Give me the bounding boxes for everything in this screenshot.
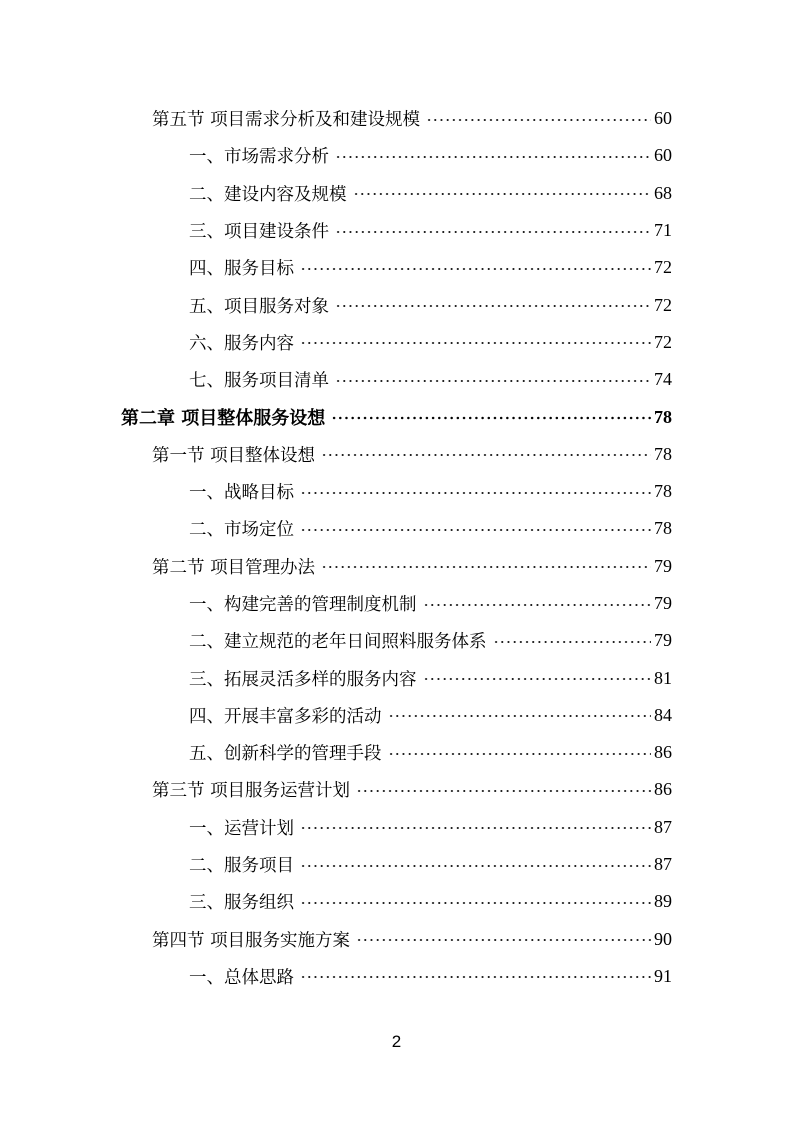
toc-entry-title: 一、战略目标 [189, 483, 294, 504]
toc-entry[interactable] [0, 548, 793, 585]
toc-entry-title: 一、总体思路 [189, 967, 294, 988]
toc-entry-page: 72 [654, 294, 672, 315]
dot-leader [300, 267, 651, 271]
toc-entry-title: 第一节 项目整体设想 [152, 445, 316, 466]
toc-entry-title: 一、市场需求分析 [189, 147, 329, 168]
toc-entry[interactable] [0, 324, 793, 361]
toc-entry-title: 第二章 项目整体服务设想 [121, 408, 326, 430]
toc-entry[interactable] [0, 510, 793, 547]
toc-entry-page: 79 [654, 630, 672, 651]
toc-entry[interactable] [0, 659, 793, 696]
toc-entry[interactable] [0, 100, 793, 137]
toc-entry-page: 60 [654, 108, 672, 129]
toc-entry-page: 81 [654, 667, 672, 688]
toc-entry[interactable] [0, 809, 793, 846]
dot-leader [321, 453, 651, 457]
dot-leader [331, 416, 651, 420]
toc-entry-page: 89 [654, 891, 672, 912]
dot-leader [423, 677, 652, 681]
toc-entry-page: 71 [654, 220, 672, 241]
toc-entry-title: 二、建立规范的老年日间照料服务体系 [189, 632, 487, 653]
dot-leader [300, 826, 651, 830]
toc-entry-title: 一、构建完善的管理制度机制 [189, 595, 417, 615]
page-number: 2 [391, 1032, 402, 1051]
dot-leader [335, 230, 651, 234]
dot-leader [335, 155, 651, 159]
toc-entry-page: 87 [654, 816, 672, 837]
toc-entry-title: 四、开展丰富多彩的活动 [189, 706, 382, 727]
toc-entry-page: 78 [654, 518, 672, 539]
toc-entry-page: 91 [654, 965, 672, 986]
toc-entry-page: 78 [654, 481, 672, 502]
dot-leader [388, 714, 652, 718]
toc-entry[interactable] [0, 958, 793, 995]
dot-leader [426, 118, 651, 122]
dot-leader [300, 528, 651, 532]
toc-entry-title: 二、建设内容及规模 [189, 184, 347, 205]
toc-entry[interactable] [0, 585, 793, 622]
toc-entry[interactable] [0, 212, 793, 249]
toc-entry-page: 86 [654, 779, 672, 800]
toc-entry[interactable] [0, 697, 793, 734]
toc-entry[interactable] [0, 436, 793, 473]
dot-leader [300, 341, 651, 345]
dot-leader [423, 603, 652, 607]
toc-entry[interactable] [0, 771, 793, 808]
toc-entry-page: 72 [654, 257, 672, 278]
toc-entry[interactable] [0, 622, 793, 659]
toc-entry-page: 79 [654, 555, 672, 576]
dot-leader [353, 192, 652, 196]
toc-entry[interactable] [0, 175, 793, 212]
toc-entry-title: 第四节 项目服务实施方案 [152, 930, 351, 951]
toc-entry-page: 84 [654, 704, 672, 725]
dot-leader [300, 975, 651, 979]
dot-leader [356, 938, 651, 942]
toc-entry-title: 第五节 项目需求分析及和建设规模 [152, 110, 421, 131]
dot-leader [300, 901, 651, 905]
toc-entry-title: 七、服务项目清单 [189, 371, 329, 392]
dot-leader [321, 565, 651, 569]
toc-entry-title: 二、服务项目 [189, 856, 294, 877]
dot-leader [300, 491, 651, 495]
toc-entry-title: 一、运营计划 [189, 818, 294, 839]
toc-entry-page: 79 [654, 593, 672, 613]
toc-entry[interactable] [0, 286, 793, 323]
toc-entry-page: 86 [654, 742, 672, 763]
toc-entry[interactable] [0, 361, 793, 398]
toc-entry[interactable] [0, 921, 793, 958]
toc-entry-page: 68 [654, 182, 672, 203]
toc-entry-page: 74 [654, 369, 672, 390]
dot-leader [300, 864, 651, 868]
toc-entry-page: 78 [654, 443, 672, 464]
toc-entry-page: 90 [654, 928, 672, 949]
toc-entry-title: 三、服务组织 [189, 893, 294, 914]
toc-entry-title: 第三节 项目服务运营计划 [152, 781, 351, 802]
toc-entry-title: 二、市场定位 [189, 520, 294, 541]
dot-leader [388, 752, 652, 756]
table-of-contents [0, 100, 793, 995]
toc-entry-page: 60 [654, 145, 672, 166]
dot-leader [335, 304, 651, 308]
toc-entry-page: 78 [654, 406, 672, 427]
dot-leader [335, 379, 651, 383]
toc-entry[interactable] [0, 473, 793, 510]
toc-entry-title: 第二节 项目管理办法 [152, 557, 316, 578]
toc-entry-title: 三、项目建设条件 [189, 222, 329, 243]
toc-entry-title: 四、服务目标 [189, 259, 294, 280]
toc-entry-title: 六、服务内容 [189, 333, 294, 354]
toc-entry-title: 五、项目服务对象 [189, 296, 329, 317]
toc-entry-page: 87 [654, 854, 672, 875]
toc-entry[interactable] [0, 249, 793, 286]
toc-entry[interactable] [0, 846, 793, 883]
dot-leader [356, 789, 651, 793]
toc-entry[interactable] [0, 883, 793, 920]
toc-entry[interactable] [0, 734, 793, 771]
toc-entry[interactable] [0, 137, 793, 174]
toc-entry-title: 五、创新科学的管理手段 [189, 744, 382, 765]
toc-chapter-entry[interactable] [0, 398, 793, 435]
dot-leader [493, 640, 652, 644]
toc-entry-title: 三、拓展灵活多样的服务内容 [189, 669, 417, 690]
toc-entry-page: 72 [654, 331, 672, 352]
